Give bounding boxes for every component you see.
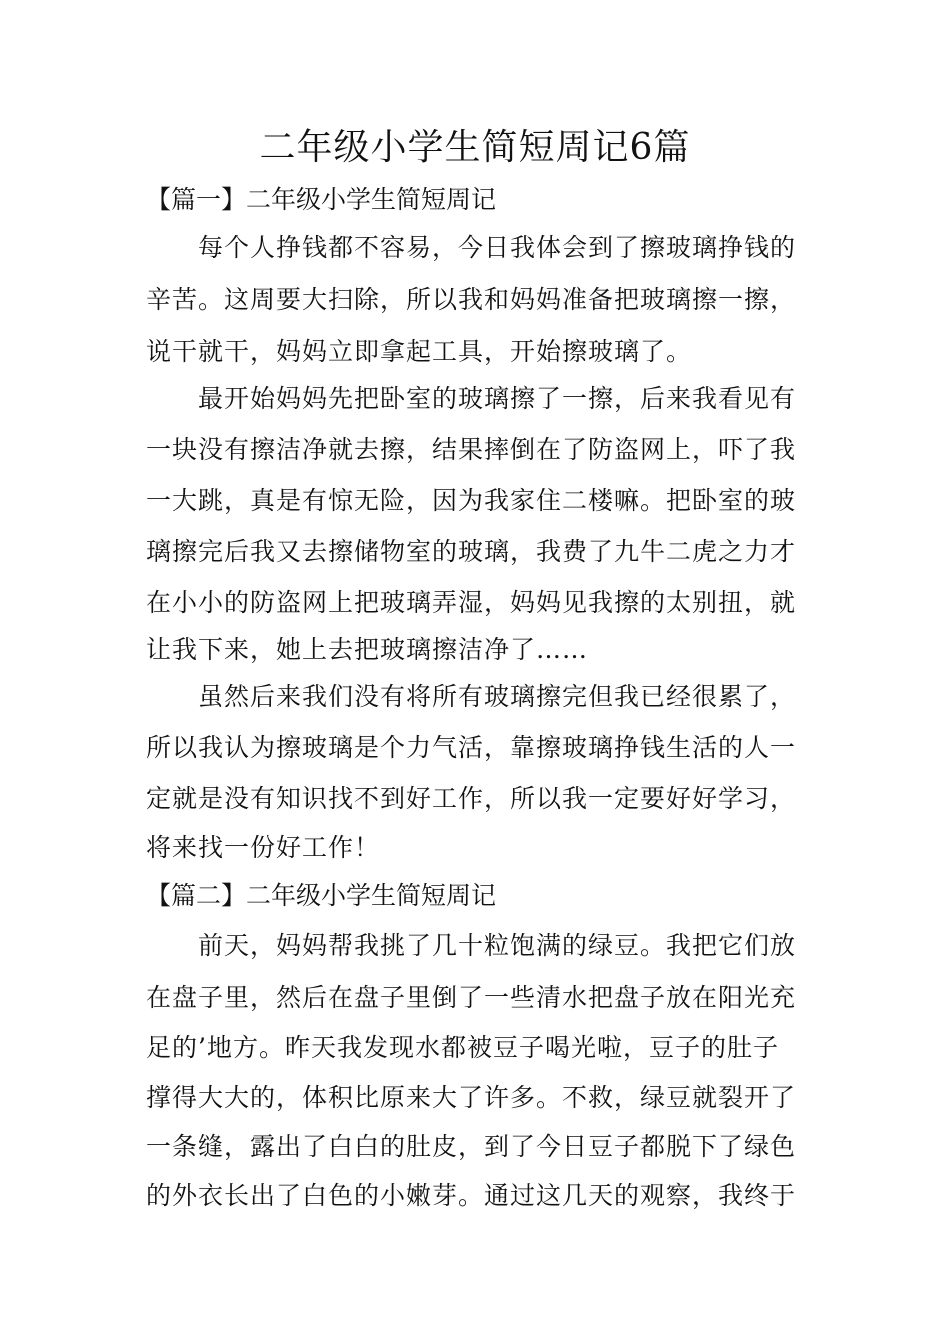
paragraph-line: 将来找一份好工作！: [146, 833, 381, 862]
paragraph-line: 让我下来，她上去把玻璃擦洁净了……: [146, 635, 589, 664]
paragraph-line: 在盘子里，然后在盘子里倒了一些清水把盘子放在阳光充: [146, 983, 797, 1012]
paragraph-line: 撑得大大的，体积比原来大了许多。不救，绿豆就裂开了: [146, 1083, 797, 1112]
paragraph-line: 前天，妈妈帮我挑了几十粒饱满的绿豆。我把它们放: [198, 931, 797, 960]
paragraph-line: 的外衣长出了白色的小嫩芽。通过这几天的观察，我终于: [146, 1181, 797, 1210]
paragraph-line: 辛苦。这周要大扫除，所以我和妈妈准备把玻璃擦一擦，: [146, 285, 797, 314]
paragraph-line: 每个人挣钱都不容易，今日我体会到了擦玻璃挣钱的: [198, 233, 797, 262]
paragraph-line: 虽然后来我们没有将所有玻璃擦完但我已经很累了，: [198, 682, 797, 711]
paragraph-line: 一块没有擦洁净就去擦，结果摔倒在了防盗网上，吓了我: [146, 435, 797, 464]
section-heading-1: 【篇一】二年级小学生简短周记: [146, 185, 497, 214]
paragraph-line: 一条缝，露出了白白的肚皮，到了今日豆子都脱下了绿色: [146, 1132, 797, 1161]
paragraph-line: 最开始妈妈先把卧室的玻璃擦了一擦，后来我看见有: [198, 384, 797, 413]
paragraph-line: 说干就干，妈妈立即拿起工具，开始擦玻璃了。: [146, 337, 693, 366]
paragraph-line: 足的’地方。昨天我发现水都被豆子喝光啦，豆子的肚子: [146, 1033, 779, 1062]
paragraph-line: 定就是没有知识找不到好工作，所以我一定要好好学习，: [146, 784, 797, 813]
section-heading-2: 【篇二】二年级小学生简短周记: [146, 881, 497, 910]
document-title: 二年级小学生简短周记6篇: [259, 127, 691, 168]
paragraph-line: 璃擦完后我又去擦储物室的玻璃，我费了九牛二虎之力才: [146, 537, 797, 566]
paragraph-line: 所以我认为擦玻璃是个力气活，靠擦玻璃挣钱生活的人一: [146, 733, 797, 762]
paragraph-line: 一大跳，真是有惊无险，因为我家住二楼嘛。把卧室的玻: [146, 486, 797, 515]
paragraph-line: 在小小的防盗网上把玻璃弄湿，妈妈见我擦的太别扭，就: [146, 588, 797, 617]
